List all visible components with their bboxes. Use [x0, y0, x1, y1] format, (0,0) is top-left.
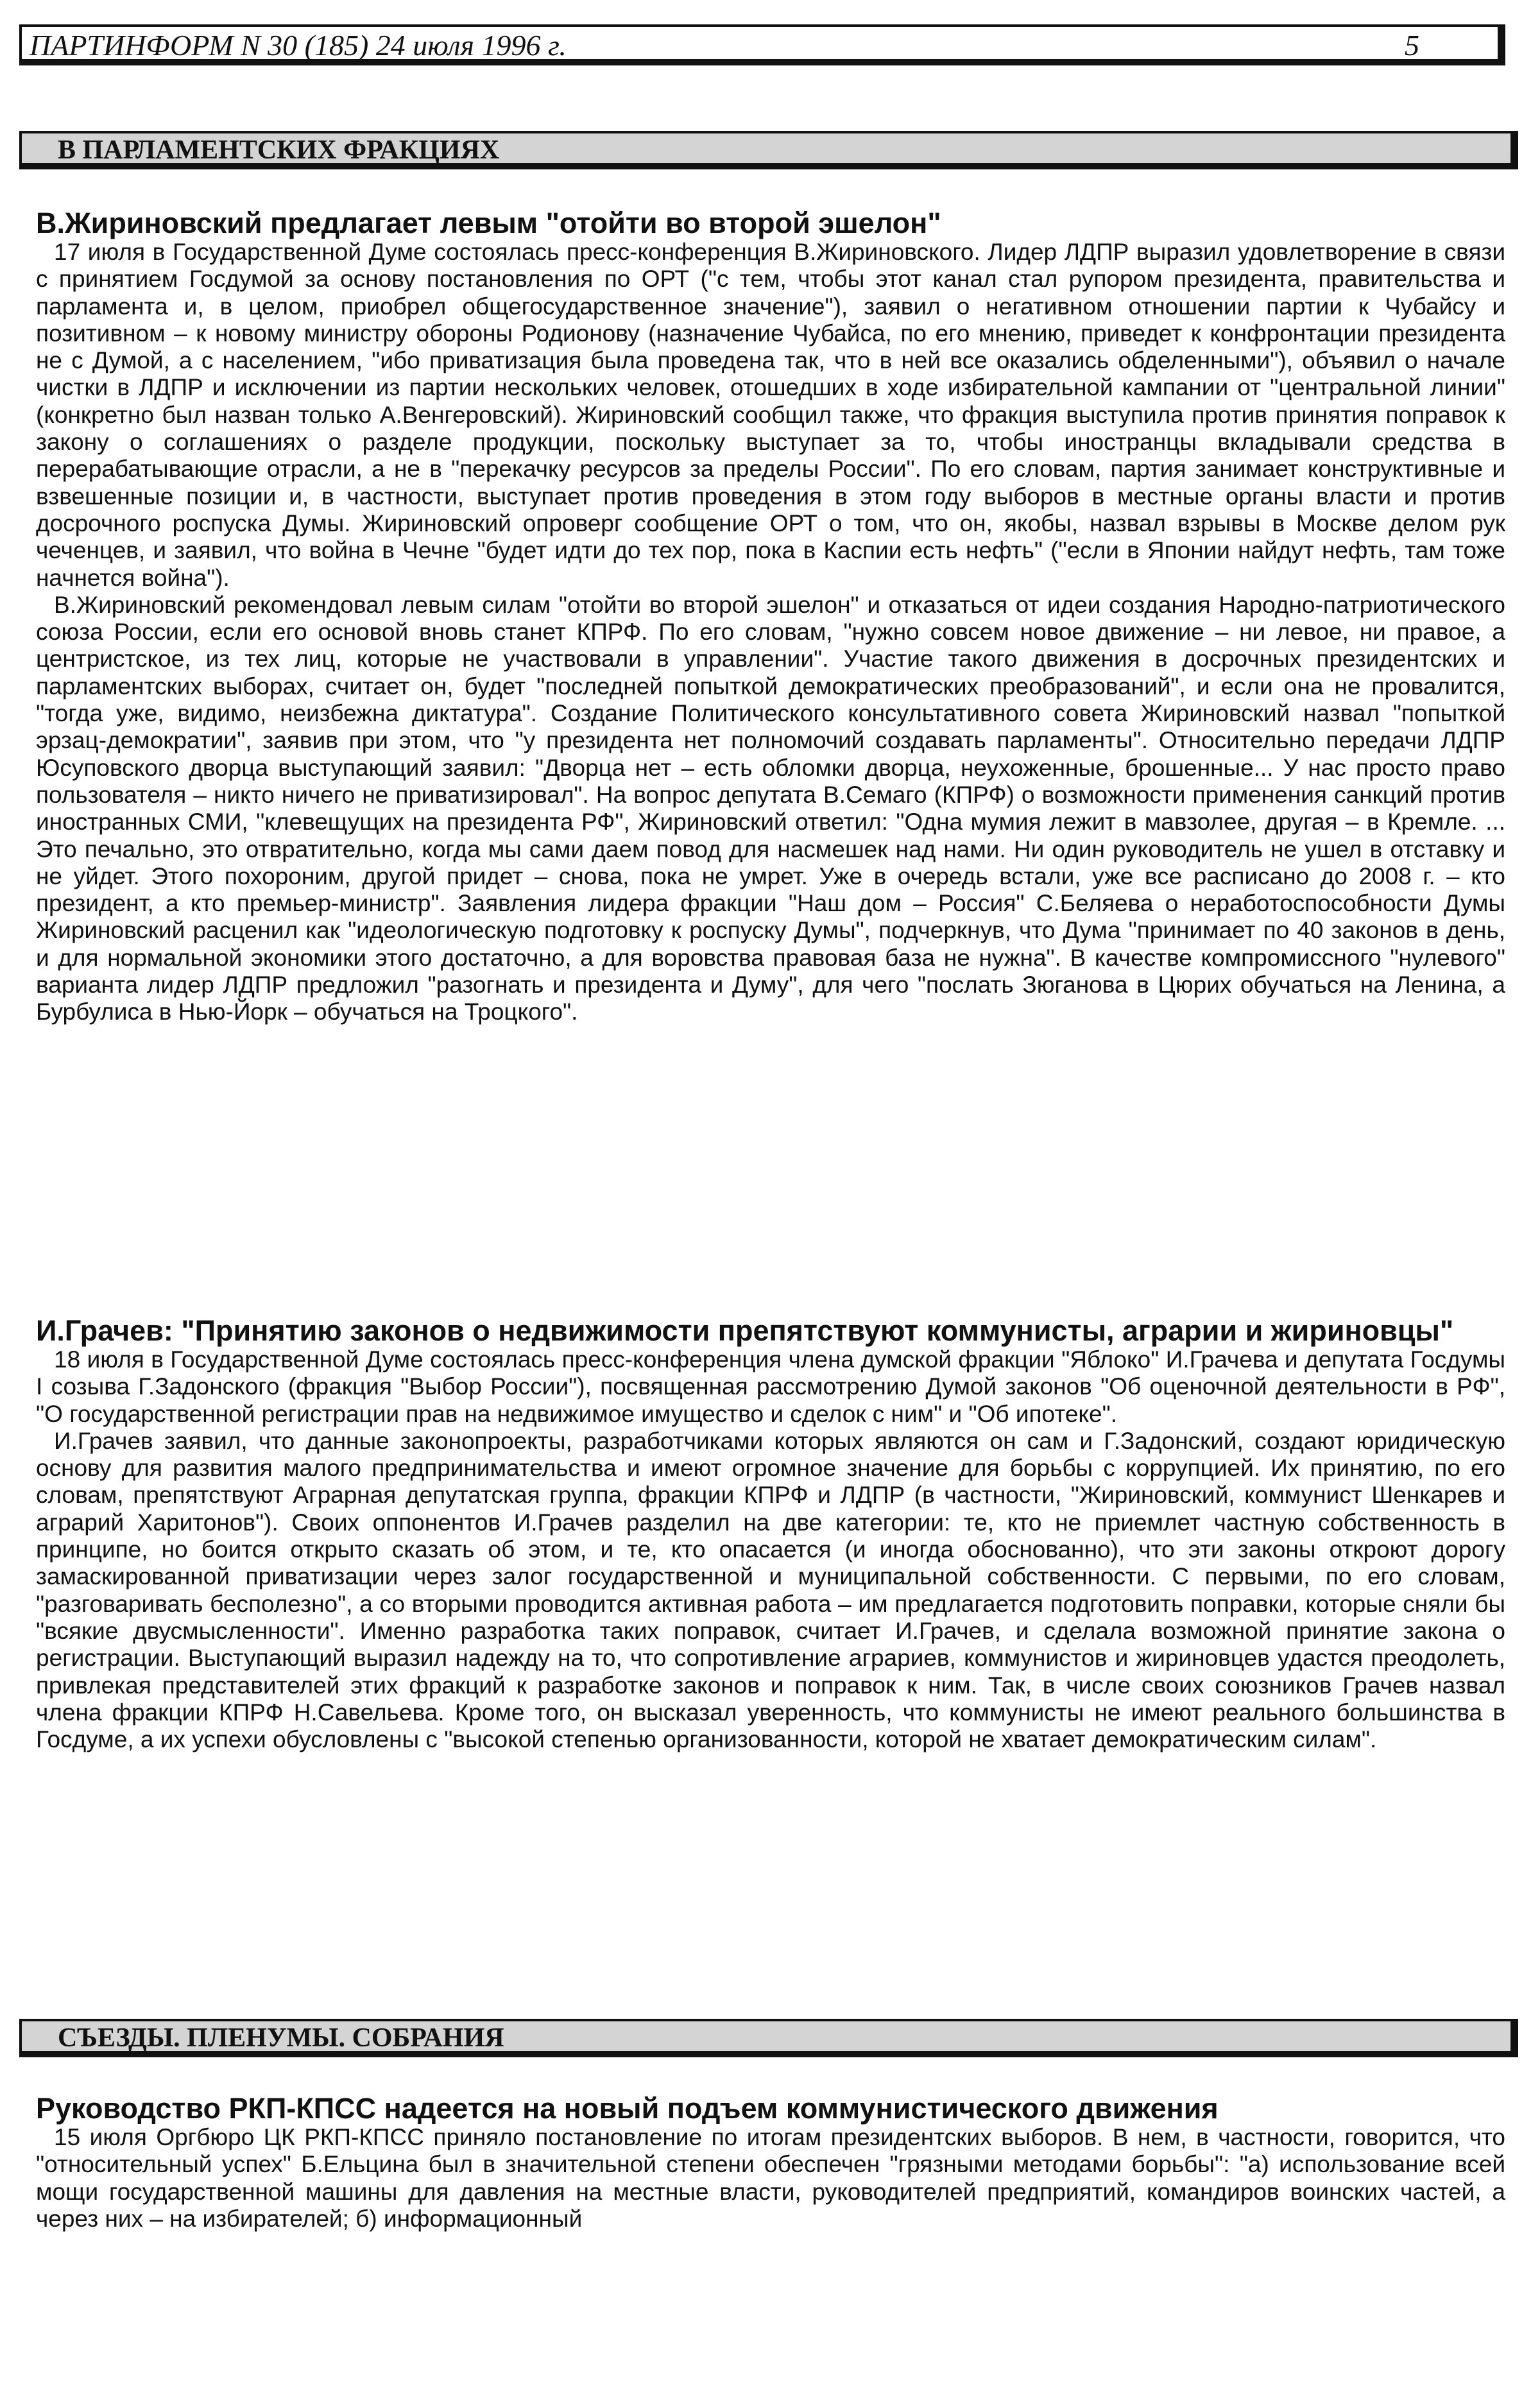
- page-number: 5: [1405, 29, 1419, 62]
- section-heading: [19, 131, 1518, 169]
- article: [36, 1315, 1505, 1753]
- article-paragraph: И.Грачев заявил, что данные законопроекты, разработчиками которых являются он сам и Г.Задонский, создают юридическую основу для развития малого предпринимательства и имеют огромное значение для борьбы с коррупцией. Их принятию, по его словам, препятствуют Аграрная депутатская группа, фракции КПРФ и ЛДПР (в частности, "Жириновский, коммунист Шенкарев и аграрий Харитонов"). Своих оппонентов И.Грачев разделил на две категории: те, кто не приемлет частную собственность в принципе, но боится открыто сказать об этом, и те, кто опасается (и иногда обоснованно), что эти законы откроют дорогу замаскированной приватизации через залог государственной и муниципальной собственности. С первыми, по его словам, "разговаривать бесполезно", а со вторыми проводится активная работа – им предлагается подготовить поправки, которые сняли бы "всякие двусмысленности". Именно разработка таких поправок, считает И.Грачев, и сделала возможной принятие закона о регистрации. Выступающий выразил надежду на то, что сопротивление аграриев, коммунистов и жириновцев удастся преодолеть, привлекая представителей этих фракций к разработке законов и поправок к ним. Так, в числе своих союзников Грачев назвал члена фракции КПРФ Н.Савельева. Кроме того, он высказал уверенность, что коммунисты не имеют реального большинства в Госдуме, а их успехи обусловлены с "высокой степенью организованности, которой не хватает демократическим силам".: [36, 1427, 1505, 1753]
- article-title: Руководство РКП-КПСС надеется на новый подъем коммунистического движения: [36, 2092, 1219, 2125]
- article-title: В.Жириновский предлагает левым "отойти во второй эшелон": [36, 207, 941, 239]
- article-paragraph: 18 июля в Государственной Думе состоялась пресс-конференция члена думской фракции "Яблоко" И.Грачева и депутата Госдумы I созыва Г.Задонского (фракция "Выбор России"), посвященная рассмотрению Думой законов "Об оценочной деятельности в РФ", "О государственной регистрации прав на недвижимое имущество и сделок с ним" и "Об ипотеке".: [36, 1346, 1505, 1427]
- article-paragraph: В.Жириновский рекомендовал левым силам "отойти во второй эшелон" и отказаться от идеи создания Народно-патриотического союза России, если его основой вновь станет КПРФ. По его словам, "нужно совсем новое движение – ни левое, ни правое, а центристское, из тех лиц, которые не участвовали в управлении". Участие такого движения в досрочных президентских и парламентских выборах, считает он, будет "последней попыткой демократических преобразований", и если она не провалится, "тогда уже, видимо, неизбежна диктатура". Создание Политического консультативного совета Жириновский назвал "попыткой эрзац-демократии", заявив при этом, что "у президента нет полномочий создавать парламенты". Относительно передачи ЛДПР Юсуповского дворца выступающий заявил: "Дворца нет – есть обломки дворца, неухоженные, брошенные... У нас просто право пользователя – никто ничего не приватизировал". На вопрос депутата В.Семаго (КПРФ) о возможности применения санкций против иностранных СМИ, "клевещущих на президента РФ", Жириновский ответил: "Одна мумия лежит в мавзолее, другая – в Кремле. ... Это печально, это отвратительно, когда мы сами даем повод для насмешек над нами. Ни один руководитель не ушел в отставку и не уйдет. Этого похороним, другой придет – снова, пока не умрет. Уже в очередь встали, уже все расписано до 2008 г. – кто президент, а кто премьер-министр". Заявления лидера фракции "Наш дом – Россия" С.Беляева о неработоспособности Думы Жириновский расценил как "идеологическую подготовку к роспуску Думы", подчеркнув, что Дума "принимает по 40 законов в день, и для нормальной экономики этого достаточно, а для воровства правовая база не нужна". В качестве компромиссного "нулевого" варианта лидер ЛДПР предложил "разогнать и президента и Думу", для чего "послать Зюганова в Цюрих обучаться на Ленина, а Бурбулиса в Нью-Йорк – обучаться на Троцкого".: [36, 591, 1505, 1025]
- page-header: [19, 24, 1505, 65]
- article-paragraph: 15 июля Оргбюро ЦК РКП-КПСС приняло постановление по итогам президентских выборов. В нем, в частности, говорится, что "относительный успех" Б.Ельцина был в значительной степени обеспечен "грязными методами борьбы": "а) использование всей мощи государственной машины для давления на местные власти, руководителей предприятий, командиров воинских частей, а через них – на избирателей; б) информационный: [36, 2124, 1505, 2232]
- section-heading-text: В ПАРЛАМЕНТСКИХ ФРАКЦИЯХ: [58, 135, 500, 165]
- article-paragraph: 17 июля в Государственной Думе состоялась пресс-конференция В.Жириновского. Лидер ЛДПР выразил удовлетворение в связи с принятием Госдумой за основу постановления по ОРТ ("с тем, чтобы этот канал стал рупором президента, правительства и парламента и, в целом, приобрел общегосударственное значение"), заявил о негативном отношении партии к Чубайсу и позитивном – к новому министру обороны Родионову (назначение Чубайса, по его мнению, приведет к конфронтации президента не с Думой, а с населением, "ибо приватизация была проведена так, что в ней все оказались обделенными"), объявил о начале чистки в ЛДПР и исключении из партии нескольких человек, отошедших в ходе избирательной кампании от "центральной линии" (конкретно был назван только А.Венгеровский). Жириновский сообщил также, что фракция выступила против принятия поправок к закону о соглашениях о разделе продукции, поскольку выступает за то, чтобы иностранцы вкладывали средства в перерабатывающие отрасли, а не в "перекачку ресурсов за пределы России". По его словам, партия занимает конструктивные и взвешенные позиции и, в частности, выступает против проведения в этом году выборов в местные органы власти и против досрочного роспуска Думы. Жириновский опроверг сообщение ОРТ о том, что он, якобы, назвал взрывы в Москве делом рук чеченцев, и заявил, что война в Чечне "будет идти до тех пор, пока в Каспии есть нефть" ("если в Японии найдут нефть, там тоже начнется война").: [36, 239, 1505, 591]
- publication-title: ПАРТИНФОРМ N 30 (185) 24 июля 1996 г.: [30, 29, 567, 62]
- article: [36, 2093, 1505, 2232]
- article: [36, 208, 1505, 1026]
- article-title: И.Грачев: "Принятию законов о недвижимости препятствуют коммунисты, аграрии и жириновцы": [36, 1314, 1454, 1347]
- section-heading-text: СЪЕЗДЫ. ПЛЕНУМЫ. СОБРАНИЯ: [58, 2023, 504, 2053]
- section-heading: [19, 2019, 1518, 2057]
